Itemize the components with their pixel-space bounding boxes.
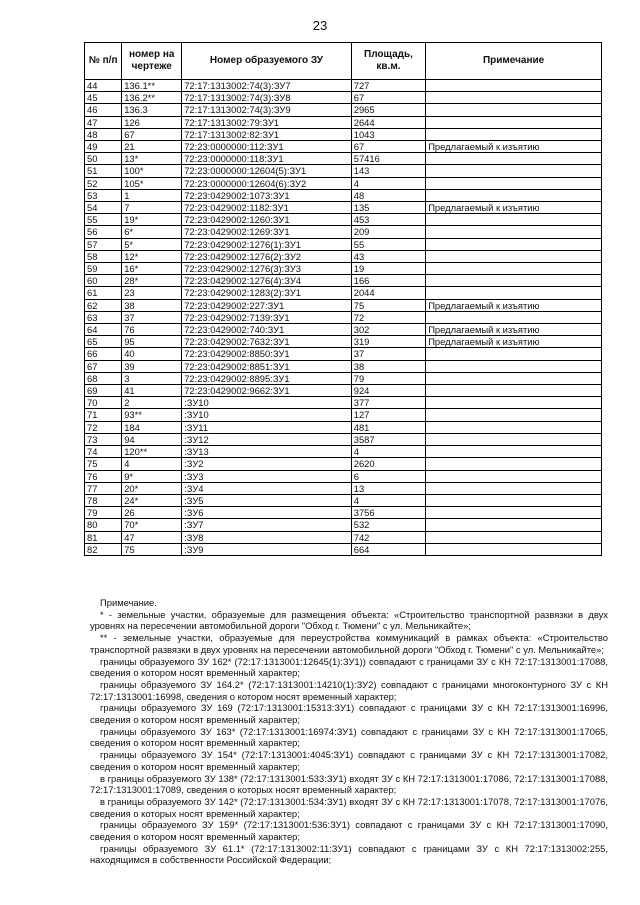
row-index-cell: 76 [85,470,122,482]
drawing-number-cell: 100* [122,165,182,177]
table-body [85,80,602,556]
row-index-cell: 66 [85,348,122,360]
note-cell [426,287,602,299]
plot-number-cell: :ЗУ7 [182,519,352,531]
header-drawing-number: номер на чертеже [122,43,182,80]
plot-number-cell: 72:23:0429002:1276(2):ЗУ2 [182,250,352,262]
table-row [85,470,602,482]
row-index-cell: 82 [85,543,122,555]
note-cell: Предлагаемый к изъятию [426,141,602,153]
area-cell: 377 [351,397,425,409]
drawing-number-cell: 4 [122,458,182,470]
row-index-cell: 72 [85,421,122,433]
note-paragraph: границы образуемого ЗУ 159* (72:17:1313001:536:ЗУ1) совпадают с границами ЗУ с КН 72:17:1313001:17090, сведения о котором носят временный характер; [90,819,608,843]
row-index-cell: 48 [85,128,122,140]
area-cell: 3587 [351,433,425,445]
plot-number-cell: :ЗУ12 [182,433,352,445]
row-index-cell: 68 [85,372,122,384]
drawing-number-cell: 5* [122,238,182,250]
table-row [85,214,602,226]
area-cell: 135 [351,202,425,214]
note-paragraph: в границы образуемого ЗУ 138* (72:17:1313001:533:ЗУ1) входят ЗУ с КН 72:17:1313001:17086, 72:17:1313001:17088, 72:17:1313001:17089, сведения о которых носят временный характер; [90,772,608,796]
drawing-number-cell: 184 [122,421,182,433]
note-cell: Предлагаемый к изъятию [426,336,602,348]
note-paragraph: ** - земельные участки, образуемые для переустройства коммуникаций в рамках объекта: «Строительство транспортной развязки в двух уровнях на пересечении автомобильной дороги "Обход г. Тюмени" с ул. Мельникайте»; [90,632,608,655]
area-cell: 2644 [351,116,425,128]
plot-number-cell: 72:23:0429002:7139:ЗУ1 [182,311,352,323]
drawing-number-cell: 41 [122,385,182,397]
drawing-number-cell: 19* [122,214,182,226]
note-paragraph: границы образуемого ЗУ 154* (72:17:1313001:4045:ЗУ1) совпадают с границами ЗУ с КН 72:17:1313001:17082, сведения о котором носят временный характер; [90,749,608,772]
notes-section [90,597,608,866]
table-row [85,202,602,214]
table-row [85,177,602,189]
drawing-number-cell: 16* [122,263,182,275]
area-cell: 2965 [351,104,425,116]
note-cell: Предлагаемый к изъятию [426,299,602,311]
table-row [85,507,602,519]
plot-number-cell: 72:17:1313002:74(3):ЗУ9 [182,104,352,116]
area-cell: 2620 [351,458,425,470]
note-cell [426,153,602,165]
table-row [85,189,602,201]
row-index-cell: 63 [85,311,122,323]
table-row [85,92,602,104]
area-cell: 742 [351,531,425,543]
note-cell [426,372,602,384]
plot-number-cell: 72:23:0429002:1276(1):ЗУ1 [182,238,352,250]
note-cell [426,226,602,238]
table-row [85,519,602,531]
plot-number-cell: :ЗУ2 [182,458,352,470]
drawing-number-cell: 75 [122,543,182,555]
plot-number-cell: 72:17:1313002:79:ЗУ1 [182,116,352,128]
row-index-cell: 59 [85,263,122,275]
plot-number-cell: :ЗУ9 [182,543,352,555]
plot-number-cell: 72:23:0429002:1283(2):ЗУ1 [182,287,352,299]
note-cell [426,275,602,287]
table-row [85,360,602,372]
plot-number-cell: 72:23:0429002:740:ЗУ1 [182,324,352,336]
area-cell: 3756 [351,507,425,519]
drawing-number-cell: 38 [122,299,182,311]
note-paragraph: * - земельные участки, образуемые для размещения объекта: «Строительство транспортной развязки в двух уровнях на пересечении автомобильной дороги "Обход г. Тюмени" с ул. Мельникайте»; [90,608,608,632]
area-cell: 2044 [351,287,425,299]
plot-number-cell: 72:23:0429002:227:ЗУ1 [182,299,352,311]
table-row [85,421,602,433]
row-index-cell: 58 [85,250,122,262]
drawing-number-cell: 13* [122,153,182,165]
row-index-cell: 71 [85,409,122,421]
plot-number-cell: :ЗУ10 [182,409,352,421]
area-cell: 6 [351,470,425,482]
note-cell [426,238,602,250]
table-row [85,80,602,92]
area-cell: 209 [351,226,425,238]
area-cell: 72 [351,311,425,323]
drawing-number-cell: 105* [122,177,182,189]
row-index-cell: 50 [85,153,122,165]
header-index: № п/п [85,43,122,80]
note-cell [426,263,602,275]
drawing-number-cell: 136.1** [122,80,182,92]
row-index-cell: 51 [85,165,122,177]
table-header-row [85,43,602,80]
table-row [85,372,602,384]
table-row [85,128,602,140]
row-index-cell: 56 [85,226,122,238]
note-cell [426,116,602,128]
table-row [85,226,602,238]
note-cell [426,311,602,323]
drawing-number-cell: 95 [122,336,182,348]
drawing-number-cell: 136.3 [122,104,182,116]
note-paragraph: границы образуемого ЗУ 61.1* (72:17:1313002:11:ЗУ1) совпадают с границами ЗУ с КН 72:17:1313002:255, находящимся в собственности Российской Федерации; [90,842,608,866]
plot-number-cell: 72:23:0429002:8851:ЗУ1 [182,360,352,372]
drawing-number-cell: 9* [122,470,182,482]
header-plot-number: Номер образуемого ЗУ [182,43,352,80]
note-cell [426,189,602,201]
drawing-number-cell: 7 [122,202,182,214]
area-cell: 4 [351,494,425,506]
row-index-cell: 67 [85,360,122,372]
table-row [85,311,602,323]
row-index-cell: 73 [85,433,122,445]
drawing-number-cell: 1 [122,189,182,201]
note-cell [426,214,602,226]
drawing-number-cell: 70* [122,519,182,531]
area-cell: 727 [351,80,425,92]
row-index-cell: 65 [85,336,122,348]
table-row [85,299,602,311]
note-cell: Предлагаемый к изъятию [426,202,602,214]
plot-number-cell: 72:23:0429002:7632:ЗУ1 [182,336,352,348]
plot-number-cell: :ЗУ6 [182,507,352,519]
header-area: Площадь, кв.м. [351,43,425,80]
table-row [85,397,602,409]
area-cell: 79 [351,372,425,384]
plot-number-cell: 72:23:0000000:12604(6):ЗУ2 [182,177,352,189]
drawing-number-cell: 6* [122,226,182,238]
plot-number-cell: 72:23:0429002:1276(3):ЗУ3 [182,263,352,275]
note-cell [426,470,602,482]
drawing-number-cell: 23 [122,287,182,299]
plot-number-cell: :ЗУ5 [182,494,352,506]
note-cell [426,446,602,458]
table-row [85,385,602,397]
note-cell [426,92,602,104]
plot-number-cell: :ЗУ4 [182,482,352,494]
drawing-number-cell: 24* [122,494,182,506]
table-row [85,263,602,275]
plot-number-cell: :ЗУ3 [182,470,352,482]
table-row [85,458,602,470]
area-cell: 924 [351,385,425,397]
plot-number-cell: 72:23:0429002:8895:ЗУ1 [182,372,352,384]
table-row [85,531,602,543]
note-paragraph: границы образуемого ЗУ 164.2* (72:17:1313001:14210(1):ЗУ2) совпадают с границами многоконтурного ЗУ с КН 72:17:1313001:16998, сведения о котором носят временный характер; [90,678,608,702]
note-cell [426,165,602,177]
note-cell [426,482,602,494]
plot-number-cell: 72:23:0000000:118:ЗУ1 [182,153,352,165]
note-cell: Предлагаемый к изъятию [426,324,602,336]
drawing-number-cell: 21 [122,141,182,153]
plot-number-cell: :ЗУ10 [182,397,352,409]
note-paragraph: границы образуемого ЗУ 169 (72:17:1313001:15313:ЗУ1) совпадают с границами ЗУ с КН 72:17:1313001:16996, сведения о котором носят временный характер; [90,702,608,726]
area-cell: 166 [351,275,425,287]
plot-number-cell: :ЗУ11 [182,421,352,433]
table-row [85,275,602,287]
drawing-number-cell: 47 [122,531,182,543]
row-index-cell: 69 [85,385,122,397]
drawing-number-cell: 126 [122,116,182,128]
note-paragraph: в границы образуемого ЗУ 142* (72:17:1313001:534:ЗУ1) входят ЗУ с КН 72:17:1313001:17078, 72:17:1313001:17076, сведения о которых носят временный характер; [90,795,608,819]
row-index-cell: 61 [85,287,122,299]
table-row [85,116,602,128]
area-cell: 4 [351,446,425,458]
row-index-cell: 52 [85,177,122,189]
note-paragraph: границы образуемого ЗУ 162* (72:17:1313001:12645(1):ЗУ1)) совпадают с границами ЗУ с КН 72:17:1313001:17088, сведения о котором носят временный характер; [90,655,608,679]
note-cell [426,507,602,519]
row-index-cell: 54 [85,202,122,214]
row-index-cell: 47 [85,116,122,128]
area-cell: 38 [351,360,425,372]
row-index-cell: 53 [85,189,122,201]
note-cell [426,104,602,116]
note-cell [426,519,602,531]
row-index-cell: 44 [85,80,122,92]
table-row [85,324,602,336]
table-row [85,348,602,360]
note-cell [426,360,602,372]
note-cell [426,531,602,543]
plot-number-cell: 72:23:0000000:12604(5):ЗУ1 [182,165,352,177]
area-cell: 43 [351,250,425,262]
area-cell: 1043 [351,128,425,140]
plot-number-cell: 72:23:0429002:1269:ЗУ1 [182,226,352,238]
drawing-number-cell: 94 [122,433,182,445]
table-row [85,250,602,262]
notes-heading: Примечание. [100,597,157,608]
row-index-cell: 80 [85,519,122,531]
drawing-number-cell: 39 [122,360,182,372]
row-index-cell: 46 [85,104,122,116]
row-index-cell: 64 [85,324,122,336]
table-row [85,238,602,250]
drawing-number-cell: 67 [122,128,182,140]
note-cell [426,177,602,189]
note-cell [426,409,602,421]
row-index-cell: 45 [85,92,122,104]
area-cell: 532 [351,519,425,531]
note-cell [426,543,602,555]
row-index-cell: 77 [85,482,122,494]
note-cell [426,494,602,506]
drawing-number-cell: 120** [122,446,182,458]
row-index-cell: 79 [85,507,122,519]
area-cell: 67 [351,92,425,104]
table-row [85,433,602,445]
header-note: Примечание [426,43,602,80]
plot-number-cell: 72:23:0429002:1276(4):ЗУ4 [182,275,352,287]
plot-number-cell: 72:17:1313002:74(3):ЗУ8 [182,92,352,104]
table-row [85,165,602,177]
drawing-number-cell: 3 [122,372,182,384]
area-cell: 48 [351,189,425,201]
plot-number-cell: 72:23:0429002:1073:ЗУ1 [182,189,352,201]
row-index-cell: 57 [85,238,122,250]
area-cell: 57416 [351,153,425,165]
table-row [85,153,602,165]
page-number: 23 [312,18,328,33]
drawing-number-cell: 37 [122,311,182,323]
area-cell: 4 [351,177,425,189]
plot-number-cell: 72:17:1313002:82:ЗУ1 [182,128,352,140]
row-index-cell: 60 [85,275,122,287]
area-cell: 37 [351,348,425,360]
drawing-number-cell: 28* [122,275,182,287]
table-row [85,287,602,299]
plot-number-cell: 72:23:0000000:112:ЗУ1 [182,141,352,153]
row-index-cell: 74 [85,446,122,458]
table-row [85,409,602,421]
drawing-number-cell: 40 [122,348,182,360]
table-row [85,446,602,458]
note-cell [426,433,602,445]
table-row [85,141,602,153]
area-cell: 55 [351,238,425,250]
row-index-cell: 70 [85,397,122,409]
row-index-cell: 78 [85,494,122,506]
area-cell: 19 [351,263,425,275]
drawing-number-cell: 20* [122,482,182,494]
row-index-cell: 62 [85,299,122,311]
drawing-number-cell: 76 [122,324,182,336]
note-cell [426,250,602,262]
area-cell: 143 [351,165,425,177]
land-plots-table [84,42,602,556]
area-cell: 302 [351,324,425,336]
row-index-cell: 75 [85,458,122,470]
drawing-number-cell: 2 [122,397,182,409]
table-row [85,494,602,506]
plot-number-cell: 72:23:0429002:9662:ЗУ1 [182,385,352,397]
drawing-number-cell: 26 [122,507,182,519]
note-cell [426,385,602,397]
area-cell: 319 [351,336,425,348]
note-cell [426,458,602,470]
row-index-cell: 55 [85,214,122,226]
area-cell: 75 [351,299,425,311]
note-cell [426,421,602,433]
plot-number-cell: :ЗУ8 [182,531,352,543]
table-row [85,543,602,555]
plot-number-cell: 72:23:0429002:1182:ЗУ1 [182,202,352,214]
row-index-cell: 49 [85,141,122,153]
area-cell: 67 [351,141,425,153]
table-row [85,104,602,116]
note-cell [426,397,602,409]
plot-number-cell: 72:23:0429002:8850:ЗУ1 [182,348,352,360]
plot-number-cell: 72:17:1313002:74(3):ЗУ7 [182,80,352,92]
drawing-number-cell: 12* [122,250,182,262]
plot-number-cell: 72:23:0429002:1260:ЗУ1 [182,214,352,226]
area-cell: 13 [351,482,425,494]
note-cell [426,128,602,140]
drawing-number-cell: 136.2** [122,92,182,104]
area-cell: 481 [351,421,425,433]
note-paragraph: границы образуемого ЗУ 163* (72:17:1313001:16974:ЗУ1) совпадают с границами ЗУ с КН 72:17:1313001:17065, сведения о котором носят временный характер; [90,725,608,749]
plot-number-cell: :ЗУ13 [182,446,352,458]
area-cell: 664 [351,543,425,555]
note-cell [426,348,602,360]
note-cell [426,80,602,92]
table-row [85,336,602,348]
area-cell: 127 [351,409,425,421]
row-index-cell: 81 [85,531,122,543]
table-row [85,482,602,494]
area-cell: 453 [351,214,425,226]
drawing-number-cell: 93** [122,409,182,421]
